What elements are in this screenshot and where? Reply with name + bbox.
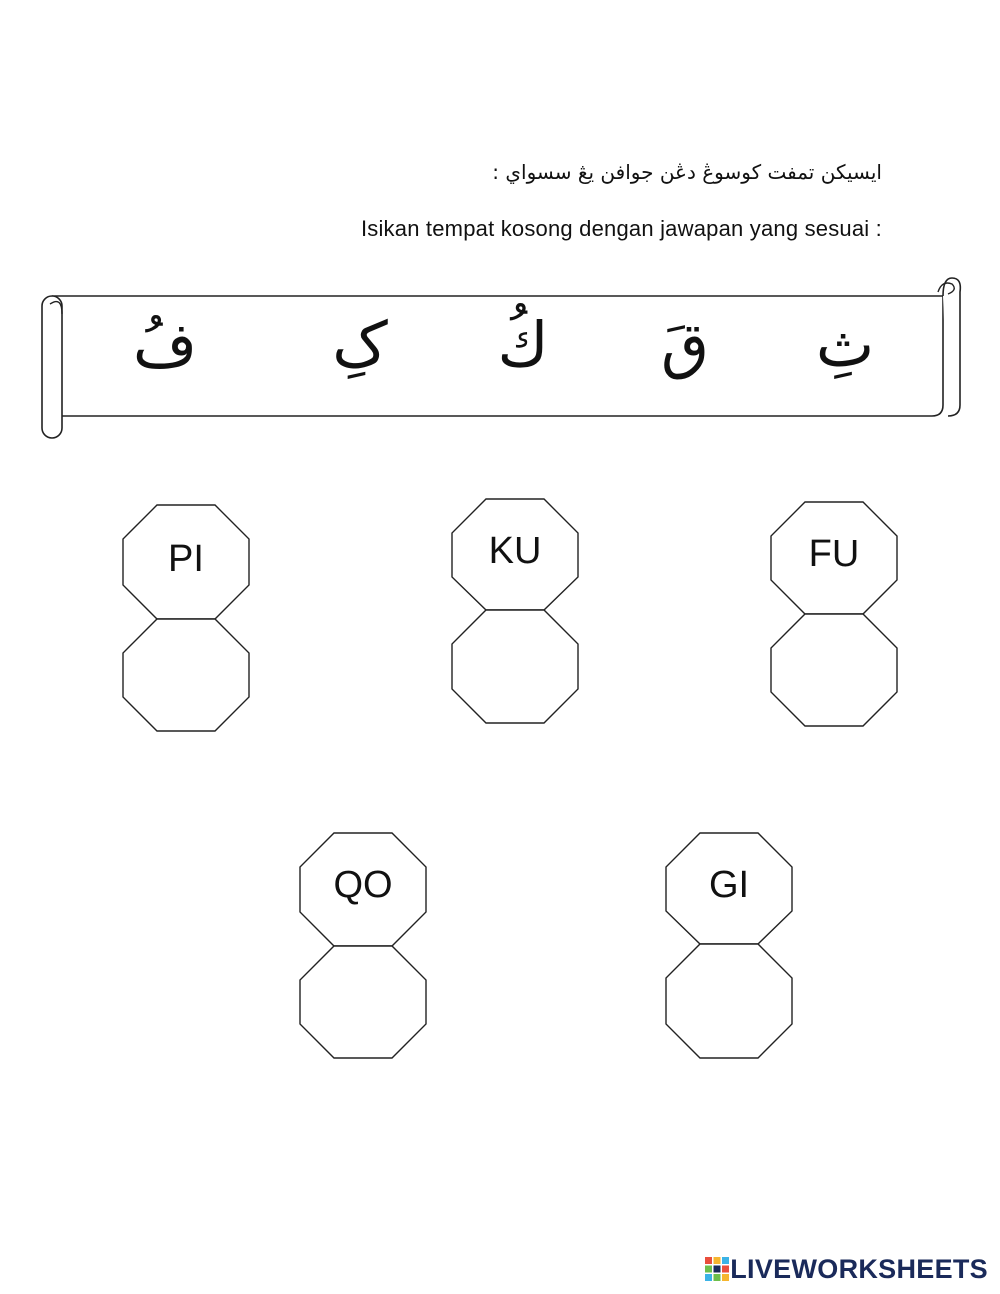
liveworksheets-logo [704, 1254, 988, 1284]
jawi-letter-3: كُ [497, 308, 549, 381]
octagon-pair-4 [298, 831, 428, 1066]
octagon-pair-3 [769, 500, 899, 735]
instruction-jawi: ايسيكن تمفت كوسوڠ دڠن جوافن يڠ سسواي : [492, 160, 882, 184]
answer-box[interactable] [674, 951, 784, 1051]
jawi-letter-5: فُ [132, 308, 198, 381]
syllable-label: FU [808, 533, 860, 575]
worksheet-icon [704, 1256, 730, 1282]
syllable-label: KU [488, 530, 542, 572]
answer-box[interactable] [131, 625, 241, 725]
octagon-pair-2 [450, 497, 580, 732]
syllable-label: QO [333, 864, 393, 906]
logo-text: LIVEWORKSHEETS [730, 1253, 988, 1284]
octagon-pair-5 [664, 831, 794, 1066]
instruction-rumi: Isikan tempat kosong dengan jawapan yang sesuai : [360, 216, 882, 241]
answer-box[interactable] [779, 620, 889, 720]
jawi-letter-4: کِ [332, 308, 388, 381]
answer-box[interactable] [460, 617, 570, 717]
jawi-letter-2: قَ [660, 308, 710, 381]
syllable-label: PI [168, 538, 204, 580]
jawi-letter-1: ثِ [815, 308, 875, 381]
syllable-label: GI [708, 864, 750, 906]
octagon-pair-1 [121, 503, 251, 738]
answer-box[interactable] [308, 952, 418, 1052]
